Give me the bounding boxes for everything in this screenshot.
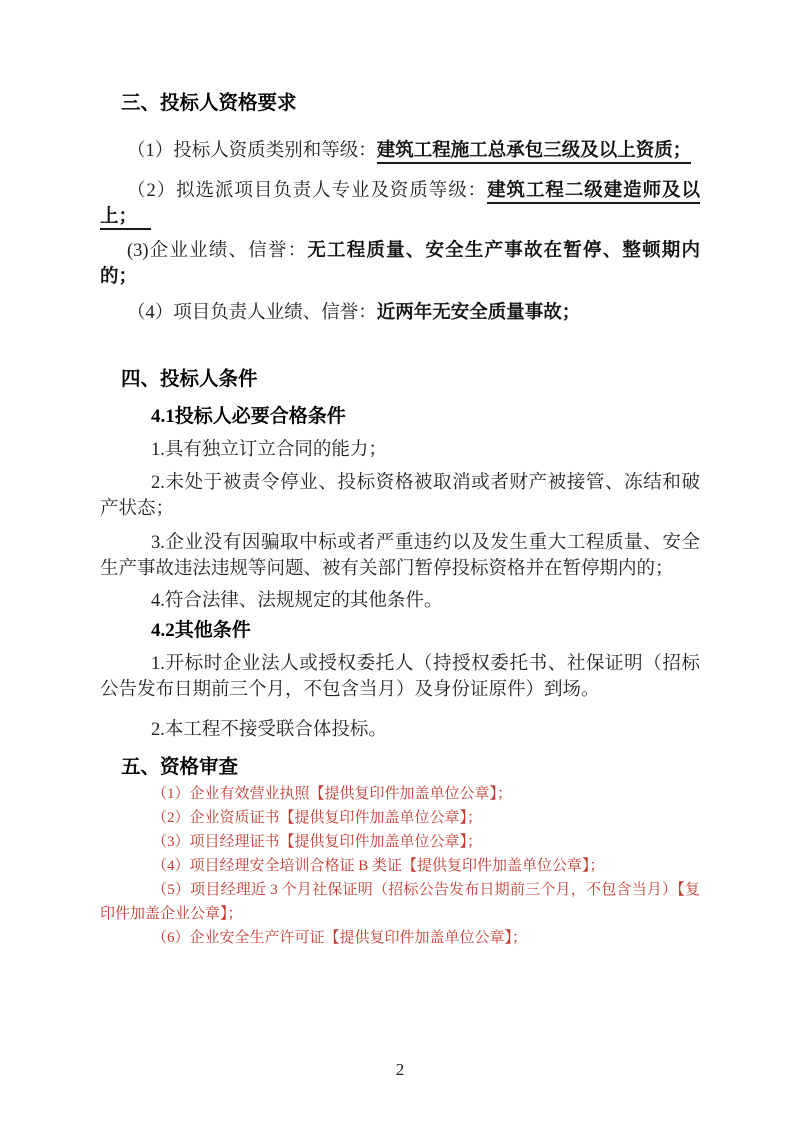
qualification-item-4-value: 近两年无安全质量事故； <box>376 303 581 323</box>
qualification-item-2 <box>100 178 700 230</box>
section-heading-qualification-review: 五、资格审查 <box>121 757 239 778</box>
section-heading-bidder-qualification-requirements: 三、投标人资格要求 <box>121 93 297 114</box>
subsection-heading-4-2: 4.2其他条件 <box>151 620 251 641</box>
review-item-4: （4）项目经理安全培训合格证 B 类证【提供复印件加盖单位公章】； <box>152 858 605 874</box>
review-item-1: （1）企业有效营业执照【提供复印件加盖单位公章】； <box>152 786 513 802</box>
page-number: 2 <box>395 1060 405 1079</box>
qualification-item-2-label: （2）拟选派项目负责人专业及资质等级： <box>127 181 488 201</box>
review-item-3: （3）项目经理证书【提供复印件加盖单位公章】； <box>152 834 483 850</box>
condition-4-1-item-4: 4.符合法律、法规规定的其他条件。 <box>151 591 443 611</box>
qualification-item-4 <box>100 300 700 326</box>
qualification-item-3-label: (3)企业业绩、信誉： <box>127 241 308 261</box>
qualification-item-3 <box>100 238 700 290</box>
condition-4-1-item-1: 1.具有独立订立合同的能力； <box>151 440 387 460</box>
qualification-review-list <box>100 782 700 950</box>
qualification-item-1 <box>100 138 700 164</box>
condition-4-1-item-2: 2.未处于被责令停业、投标资格被取消或者财产被接管、冻结和破产状态； <box>100 473 700 519</box>
section-heading-bidder-conditions: 四、投标人条件 <box>121 369 258 390</box>
review-item-5: （5）项目经理近 3 个月社保证明（招标公告发布日期前三个月，不包含当月）【复印件加盖企业公章】； <box>100 882 700 922</box>
qualification-item-4-label: （4）项目负责人业绩、信誉： <box>127 303 377 323</box>
condition-4-2-item-1: 1.开标时企业法人或授权委托人（持授权委托书、社保证明（招标公告发布日期前三个月，不包含当月）及身份证原件）到场。 <box>100 654 700 700</box>
qualification-item-2-value: 建筑工程二级建造师及以上； <box>100 181 700 230</box>
condition-4-1-item-3: 3.企业没有因骗取中标或者严重违约以及发生重大工程质量、安全生产事故违法违规等问题、被有关部门暂停投标资格并在暂停期内的； <box>100 533 700 579</box>
qualification-item-3-value: 无工程质量、安全生产事故在暂停、整顿期内的； <box>100 241 700 287</box>
review-item-2: （2）企业资质证书【提供复印件加盖单位公章】； <box>152 810 483 826</box>
qualification-item-1-label: （1）投标人资质类别和等级： <box>127 141 377 161</box>
qualification-item-1-value: 建筑工程施工总承包三级及以上资质； <box>377 141 692 164</box>
review-item-6: （6）企业安全生产许可证【提供复印件加盖单位公章】； <box>152 930 528 946</box>
subsection-heading-4-1: 4.1投标人必要合格条件 <box>151 406 346 427</box>
condition-4-2-item-2: 2.本工程不接受联合体投标。 <box>151 720 387 740</box>
